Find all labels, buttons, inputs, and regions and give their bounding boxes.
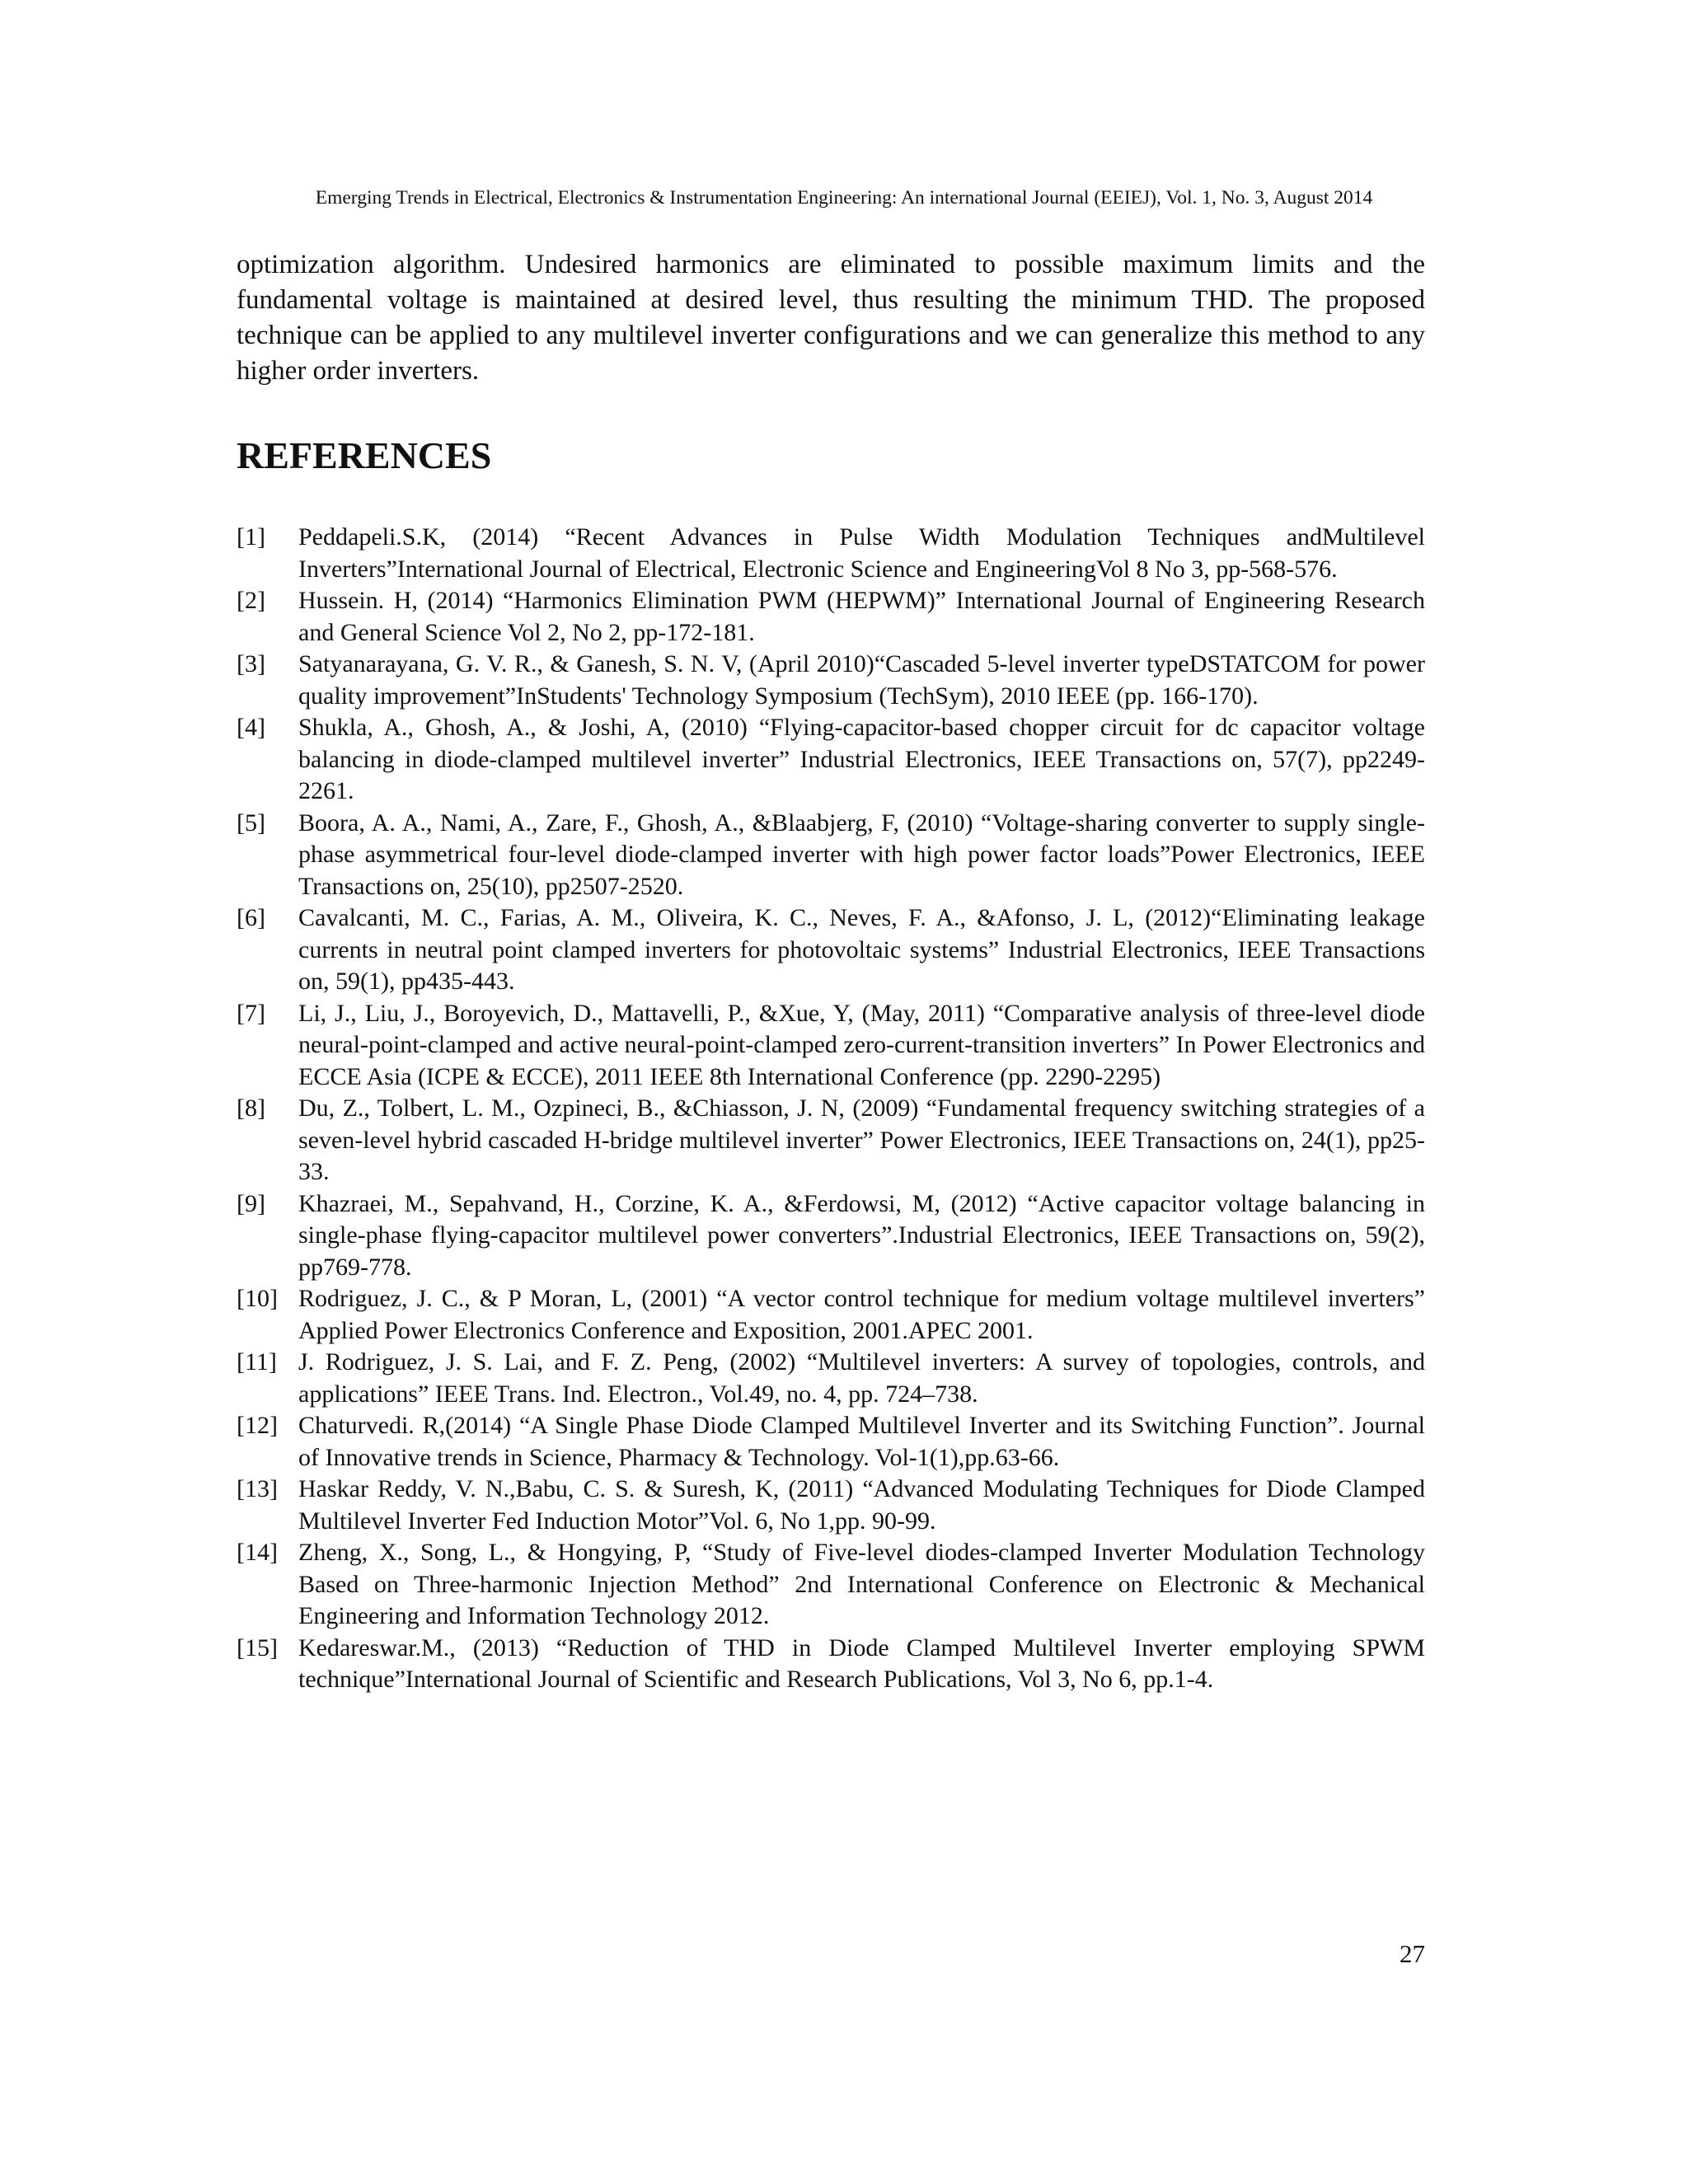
reference-text: J. Rodriguez, J. S. Lai, and F. Z. Peng, (2002) “Multilevel inverters: A survey of topologies, controls, and applications” IEEE Trans. Ind. Electron., Vol.49, no. 4, pp. 724–738.	[298, 1348, 1425, 1408]
reference-item	[237, 712, 1425, 808]
reference-number: [5]	[237, 808, 265, 837]
reference-item	[237, 649, 1425, 712]
reference-list	[237, 522, 1425, 1696]
reference-item	[237, 1410, 1425, 1474]
reference-item	[237, 998, 1425, 1094]
reference-text: Khazraei, M., Sepahvand, H., Corzine, K. A., &Ferdowsi, M, (2012) “Active capacitor voltage balancing in single-phase flying-capacitor multilevel power converters”.Industrial Electronics, IEEE Transactions on, 59(2), pp769-778.	[298, 1189, 1425, 1281]
reference-number: [3]	[237, 650, 265, 677]
reference-text: Hussein. H, (2014) “Harmonics Elimination PWM (HEPWM)” International Journal of Engineering Research and General Science Vol 2, No 2, pp-172-181.	[298, 587, 1425, 646]
reference-text: Zheng, X., Song, L., & Hongying, P, “Study of Five-level diodes-clamped Inverter Modulation Technology Based on Three-harmonic Injection Method” 2nd International Conference on Electronic & Mechanical Engineering and Information Technology 2012.	[298, 1539, 1425, 1629]
reference-item	[237, 1188, 1425, 1284]
reference-number: [7]	[237, 999, 265, 1027]
reference-number: [10]	[237, 1285, 278, 1312]
reference-number: [13]	[237, 1475, 278, 1502]
reference-item	[237, 902, 1425, 998]
reference-item	[237, 1093, 1425, 1188]
reference-number: [8]	[237, 1094, 265, 1122]
reference-text: Shukla, A., Ghosh, A., & Joshi, A, (2010) “Flying-capacitor-based chopper circuit for dc capacitor voltage balancing in diode-clamped multilevel inverter” Industrial Electronics, IEEE Transactions on, 57(7), pp2249-2261.	[298, 714, 1425, 804]
reference-text: Peddapeli.S.K, (2014) “Recent Advances in Pulse Width Modulation Techniques andMultilevel Inverters”International Journal of Electrical, Electronic Science and EngineeringVol 8 No 3, pp-568-576.	[298, 523, 1425, 583]
running-header: Emerging Trends in Electrical, Electronics & Instrumentation Engineering: An international Journal (EEIEJ), Vol. 1, No. 3, August 2014	[315, 187, 1373, 209]
reference-number: [11]	[237, 1348, 277, 1376]
reference-number: [4]	[237, 714, 265, 741]
reference-text: Haskar Reddy, V. N.,Babu, C. S. & Suresh, K, (2011) “Advanced Modulating Techniques for Diode Clamped Multilevel Inverter Fed Induction Motor”Vol. 6, No 1,pp. 90-99.	[298, 1475, 1425, 1535]
reference-number: [2]	[237, 587, 265, 614]
reference-item	[237, 522, 1425, 585]
intro-paragraph: optimization algorithm. Undesired harmonics are eliminated to possible maximum limits and the fundamental voltage is maintained at desired level, thus resulting the minimum THD. The proposed technique can be applied to any multilevel inverter configurations and we can generalize this method to any higher order inverters.	[237, 250, 1425, 386]
page-number: 27	[1400, 1939, 1425, 1968]
reference-text: Satyanarayana, G. V. R., & Ganesh, S. N. V, (April 2010)“Cascaded 5-level inverter typeDSTATCOM for power quality improvement”InStudents' Technology Symposium (TechSym), 2010 IEEE (pp. 166-170).	[298, 650, 1425, 710]
reference-number: [6]	[237, 904, 265, 931]
reference-number: [1]	[237, 523, 265, 551]
reference-text: Cavalcanti, M. C., Farias, A. M., Oliveira, K. C., Neves, F. A., &Afonso, J. L, (2012)“Eliminating leakage currents in neutral point clamped inverters for photovoltaic systems” Industrial Electronics, IEEE Transactions on, 59(1), pp435-443.	[298, 904, 1425, 995]
reference-text: Li, J., Liu, J., Boroyevich, D., Mattavelli, P., &Xue, Y, (May, 2011) “Comparative analysis of three-level diode neural-point-clamped and active neural-point-clamped zero-current-transition inverters” In Power Electronics and ECCE Asia (ICPE & ECCE), 2011 IEEE 8th International Conference (pp. 2290-2295)	[298, 999, 1425, 1090]
reference-item	[237, 585, 1425, 649]
reference-text: Chaturvedi. R,(2014) “A Single Phase Diode Clamped Multilevel Inverter and its Switching Function”. Journal of Innovative trends in Science, Pharmacy & Technology. Vol-1(1),pp.63-66.	[298, 1412, 1425, 1471]
reference-text: Rodriguez, J. C., & P Moran, L, (2001) “A vector control technique for medium voltage multilevel inverters” Applied Power Electronics Conference and Exposition, 2001.APEC 2001.	[298, 1285, 1425, 1344]
reference-number: [9]	[237, 1189, 265, 1217]
reference-text: Du, Z., Tolbert, L. M., Ozpineci, B., &Chiasson, J. N, (2009) “Fundamental frequency switching strategies of a seven-level hybrid cascaded H-bridge multilevel inverter” Power Electronics, IEEE Transactions on, 24(1), pp25-33.	[298, 1094, 1425, 1185]
reference-number: [12]	[237, 1412, 278, 1439]
reference-item	[237, 1474, 1425, 1537]
reference-item	[237, 1347, 1425, 1410]
reference-item	[237, 808, 1425, 903]
reference-item	[237, 1537, 1425, 1633]
reference-text: Kedareswar.M., (2013) “Reduction of THD in Diode Clamped Multilevel Inverter employing SPWM technique”International Journal of Scientific and Research Publications, Vol 3, No 6, pp.1-4.	[298, 1633, 1425, 1693]
reference-item	[237, 1633, 1425, 1696]
reference-text: Boora, A. A., Nami, A., Zare, F., Ghosh, A., &Blaabjerg, F, (2010) “Voltage-sharing converter to supply single-phase asymmetrical four-level diode-clamped inverter with high power factor loads”Power Electronics, IEEE Transactions on, 25(10), pp2507-2520.	[298, 808, 1425, 900]
reference-number: [15]	[237, 1633, 278, 1661]
reference-number: [14]	[237, 1539, 278, 1566]
reference-item	[237, 1283, 1425, 1347]
references-heading: REFERENCES	[237, 434, 492, 476]
